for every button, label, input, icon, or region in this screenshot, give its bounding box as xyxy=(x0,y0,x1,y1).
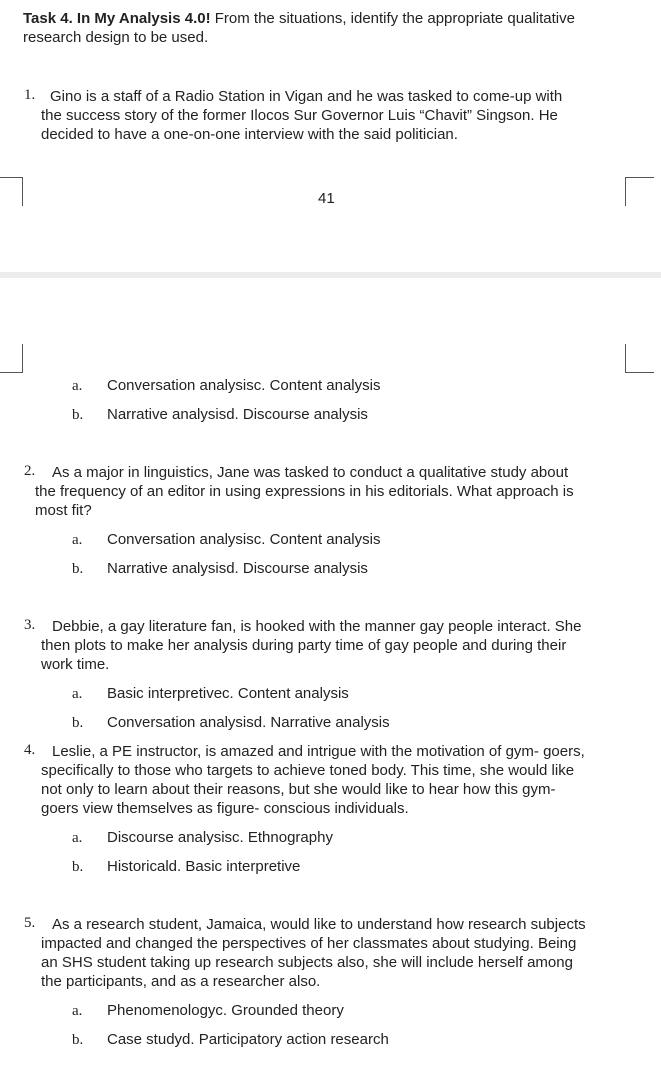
page-number: 41 xyxy=(318,190,335,207)
page-divider xyxy=(0,272,661,278)
question-line: As a research student, Jamaica, would like to understand how research subjects xyxy=(52,916,586,933)
task-heading-line-2: research design to be used. xyxy=(23,29,209,46)
option-2a[interactable] xyxy=(72,530,380,550)
question-line: the frequency of an editor in using expressions in his editorials. What approach is xyxy=(35,483,574,500)
option-text: Discourse analysisc. Ethnography xyxy=(107,829,333,846)
option-text: Basic interpretivec. Content analysis xyxy=(107,685,349,702)
task-heading-line-1 xyxy=(23,9,643,28)
option-text: Narrative analysisd. Discourse analysis xyxy=(107,406,368,423)
question-line: the success story of the former Ilocos Sur Governor Luis “Chavit” Singson. He xyxy=(41,107,558,124)
option-letter: a. xyxy=(72,830,83,846)
option-3b[interactable] xyxy=(72,713,390,733)
option-4a[interactable] xyxy=(72,828,333,848)
option-letter: a. xyxy=(72,1003,83,1019)
option-letter: a. xyxy=(72,532,83,548)
question-line: Gino is a staff of a Radio Station in Vigan and he was tasked to come-up with xyxy=(50,88,563,105)
option-3a[interactable] xyxy=(72,684,349,704)
option-text: Case studyd. Participatory action research xyxy=(107,1031,389,1048)
question-line: Debbie, a gay literature fan, is hooked with the manner gay people interact. She xyxy=(52,618,582,635)
option-letter: b. xyxy=(72,715,84,731)
task-heading xyxy=(23,9,643,47)
option-4b[interactable] xyxy=(72,857,300,877)
question-line: impacted and changed the perspectives of her classmates about studying. Being xyxy=(41,935,577,952)
task-title: Task 4. In My Analysis 4.0! xyxy=(23,10,211,27)
option-5b[interactable] xyxy=(72,1030,389,1050)
option-letter: a. xyxy=(72,378,83,394)
question-line: not only to learn about their reasons, but she would like to hear how this gym- xyxy=(41,781,556,798)
question-number: 5. xyxy=(24,915,36,931)
option-text: Phenomenologyc. Grounded theory xyxy=(107,1002,344,1019)
option-text: Narrative analysisd. Discourse analysis xyxy=(107,560,368,577)
option-text: Historicald. Basic interpretive xyxy=(107,858,301,875)
question-line: goers view themselves as figure- conscious individuals. xyxy=(41,800,409,817)
question-line: an SHS student taking up research subjects also, she will include herself among xyxy=(41,954,573,971)
option-text: Conversation analysisd. Narrative analysis xyxy=(107,714,390,731)
task-instruction: From the situations, identify the appropriate qualitative xyxy=(210,10,575,27)
question-number: 3. xyxy=(24,617,36,633)
option-letter: b. xyxy=(72,407,84,423)
option-2b[interactable] xyxy=(72,559,368,579)
option-1a[interactable] xyxy=(72,376,380,396)
question-line: the participants, and as a researcher also. xyxy=(41,973,321,990)
option-text: Conversation analysisc. Content analysis xyxy=(107,531,381,548)
option-letter: a. xyxy=(72,686,83,702)
option-letter: b. xyxy=(72,1032,84,1048)
crop-mark xyxy=(625,344,654,373)
crop-mark xyxy=(625,177,654,206)
question-line: Leslie, a PE instructor, is amazed and intrigue with the motivation of gym- goers, xyxy=(52,743,585,760)
question-line: most fit? xyxy=(35,502,92,519)
option-text: Conversation analysisc. Content analysis xyxy=(107,377,381,394)
question-line: work time. xyxy=(41,656,110,673)
question-line: decided to have a one-on-one interview with the said politician. xyxy=(41,126,458,143)
crop-mark xyxy=(0,344,23,373)
crop-mark xyxy=(0,177,23,206)
question-number: 4. xyxy=(24,742,36,758)
question-number: 1. xyxy=(24,87,36,103)
option-5a[interactable] xyxy=(72,1001,344,1021)
question-number: 2. xyxy=(24,463,36,479)
question-line: then plots to make her analysis during party time of gay people and during their xyxy=(41,637,567,654)
option-letter: b. xyxy=(72,859,84,875)
option-1b[interactable] xyxy=(72,405,368,425)
question-line: specifically to those who targets to achieve toned body. This time, she would like xyxy=(41,762,575,779)
option-letter: b. xyxy=(72,561,84,577)
question-line: As a major in linguistics, Jane was tasked to conduct a qualitative study about xyxy=(52,464,569,481)
